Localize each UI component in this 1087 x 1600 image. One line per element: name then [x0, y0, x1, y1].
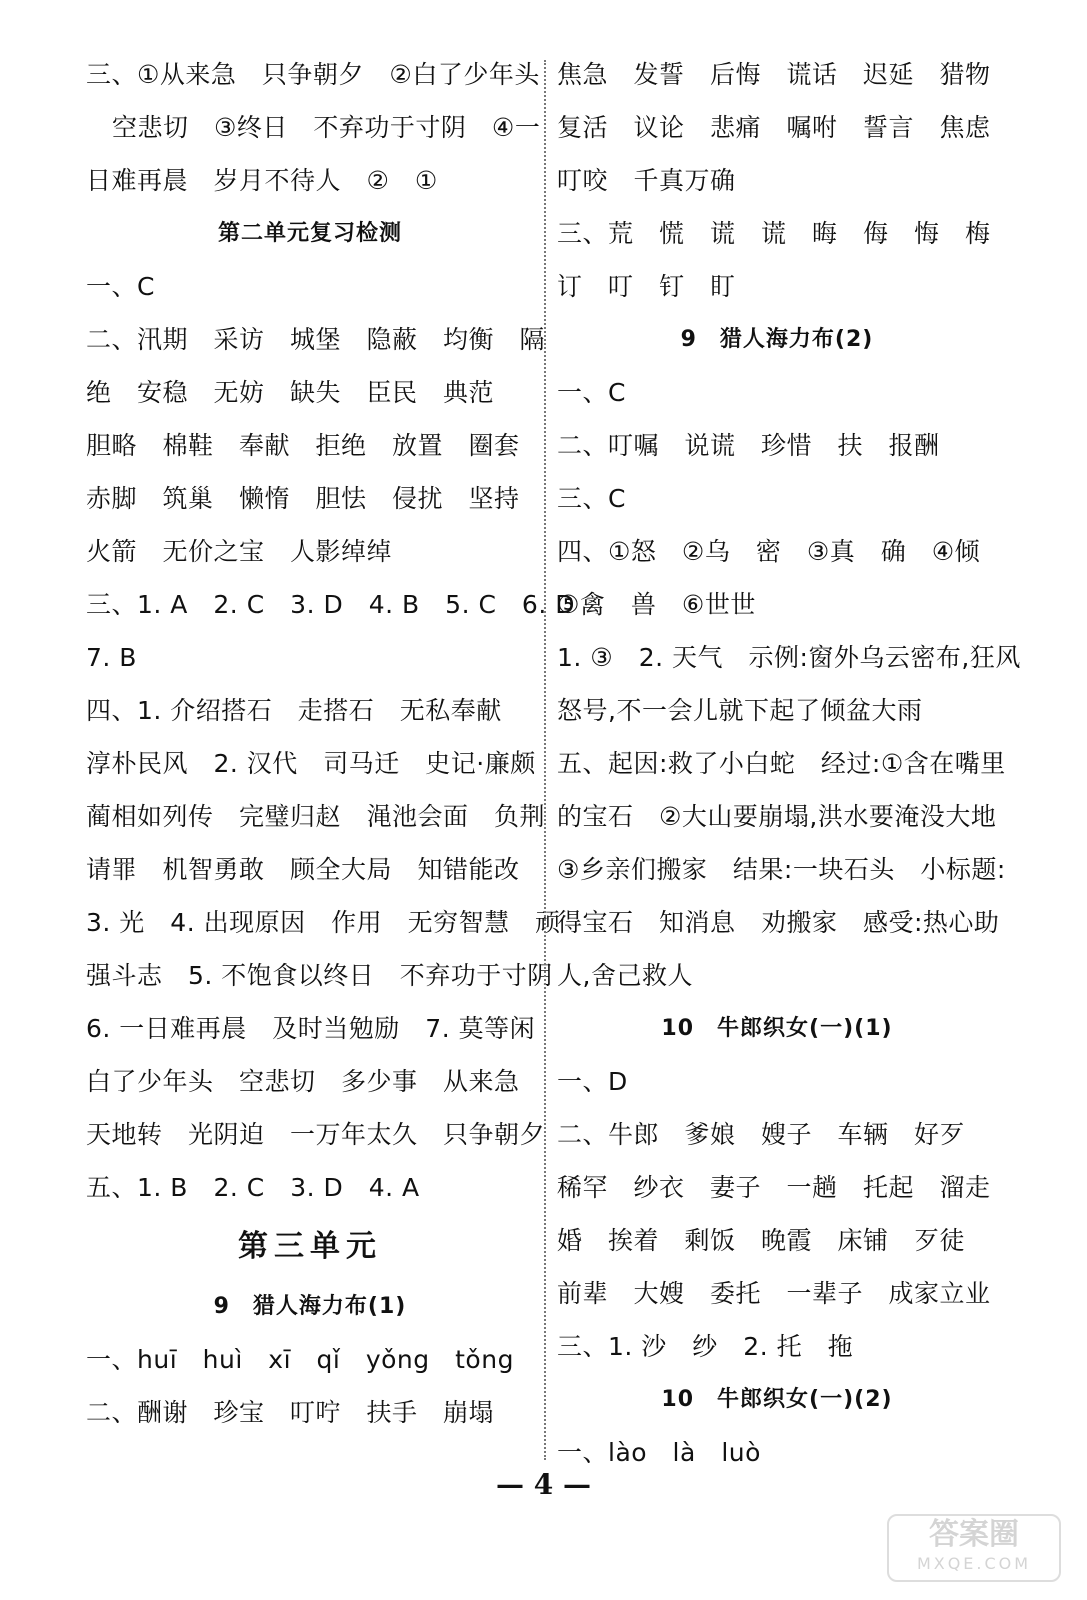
answer-line: 三、荒 慌 谎 谎 晦 侮 悔 梅	[557, 219, 991, 248]
answer-line: 三、①从来急 只争朝夕 ②白了少年头	[86, 60, 540, 89]
answer-line: 订 叮 钉 盯	[557, 272, 736, 301]
answer-line: 二、牛郎 爹娘 嫂子 车辆 好歹	[557, 1120, 966, 1149]
left-column	[86, 48, 575, 1439]
answer-line: 四、①怒 ②乌 密 ③真 确 ④倾	[557, 537, 981, 566]
answer-line: 二、酬谢 珍宝 叮咛 扶手 崩塌	[86, 1398, 495, 1427]
answer-line: 稀罕 纱衣 妻子 一趟 托起 溜走	[557, 1173, 991, 1202]
answer-line: 婚 挨着 剩饭 晚霞 床铺 歹徒	[557, 1226, 966, 1255]
answer-line: 人,舍己救人	[557, 961, 693, 990]
section-heading: 9 猎人海力布(1)	[213, 1294, 407, 1319]
answer-line: 五、1. B 2. C 3. D 4. A	[86, 1173, 420, 1202]
answer-line: 强斗志 5. 不饱食以终日 不弃功于寸阴	[86, 961, 553, 990]
answer-line: 五、起因:救了小白蛇 经过:①含在嘴里	[557, 749, 1006, 778]
answer-line: 三、1. A 2. C 3. D 4. B 5. C 6. D	[86, 590, 575, 619]
answer-line: 叮咬 千真万确	[557, 166, 736, 195]
answer-line: 前辈 大嫂 委托 一辈子 成家立业	[557, 1279, 991, 1308]
answer-line: 胆略 棉鞋 奉献 拒绝 放置 圈套	[86, 431, 520, 460]
answer-line: 6. 一日难再晨 及时当勉励 7. 莫等闲	[86, 1014, 536, 1043]
answer-line: 一、huī huì xī qǐ yǒng tǒng	[86, 1345, 514, 1374]
page-number: — 4 —	[496, 1468, 591, 1501]
answer-line: 二、叮嘱 说谎 珍惜 扶 报酬	[557, 431, 940, 460]
answer-line: 请罪 机智勇敢 顾全大局 知错能改	[86, 855, 520, 884]
answer-line: 四、1. 介绍搭石 走搭石 无私奉献	[86, 696, 502, 725]
answer-line: 空悲切 ③终日 不弃功于寸阴 ④一	[112, 113, 541, 142]
section-heading: 10 牛郎织女(一)(2)	[661, 1387, 893, 1412]
column-divider	[544, 60, 546, 1460]
answer-line: 焦急 发誓 后悔 谎话 迟延 猎物	[557, 60, 991, 89]
section-heading: 第二单元复习检测	[217, 221, 402, 246]
answer-line: 1. ③ 2. 天气 示例:窗外乌云密布,狂风	[557, 643, 1021, 672]
section-heading: 10 牛郎织女(一)(1)	[661, 1016, 893, 1041]
answer-line: 得宝石 知消息 劝搬家 感受:热心助	[557, 908, 1000, 937]
unit-title: 第三单元	[238, 1229, 382, 1264]
answer-line: 3. 光 4. 出现原因 作用 无穷智慧 顽	[86, 908, 561, 937]
answer-line: 赤脚 筑巢 懒惰 胆怯 侵扰 坚持	[86, 484, 520, 513]
answer-line: ③乡亲们搬家 结果:一块石头 小标题:	[557, 855, 1006, 884]
answer-line: 火箭 无价之宝 人影绰绰	[86, 537, 393, 566]
answer-line: 一、D	[557, 1067, 628, 1096]
answer-line: 7. B	[86, 643, 137, 672]
section-heading: 9 猎人海力布(2)	[680, 327, 874, 352]
right-column	[557, 48, 1021, 1479]
answer-line: 三、C	[557, 484, 626, 513]
answer-line: 复活 议论 悲痛 嘱咐 誓言 焦虑	[557, 113, 991, 142]
answer-line: 怒号,不一会儿就下起了倾盆大雨	[557, 696, 923, 725]
watermark-top: 答案圈	[929, 1517, 1019, 1552]
answer-line: 白了少年头 空悲切 多少事 从来急	[86, 1067, 520, 1096]
answer-line: 天地转 光阴迫 一万年太久 只争朝夕	[86, 1120, 546, 1149]
answer-line: 的宝石 ②大山要崩塌,洪水要淹没大地	[557, 802, 997, 831]
answer-line: 一、lào là luò	[557, 1438, 761, 1467]
answer-line: 日难再晨 岁月不待人 ② ①	[86, 166, 438, 195]
answer-line: 淳朴民风 2. 汉代 司马迁 史记·廉颇	[86, 749, 536, 778]
answer-line: 二、汛期 采访 城堡 隐蔽 均衡 隔	[86, 325, 546, 354]
watermark-logo	[887, 1514, 1061, 1582]
answer-line: ⑤禽 兽 ⑥世世	[557, 590, 756, 619]
answer-line: 一、C	[86, 272, 155, 301]
answer-line: 绝 安稳 无妨 缺失 臣民 典范	[86, 378, 495, 407]
answer-line: 三、1. 沙 纱 2. 托 拖	[557, 1332, 854, 1361]
watermark-bottom: MXQE.COM	[916, 1554, 1032, 1573]
answer-line: 蔺相如列传 完璧归赵 渑池会面 负荆	[86, 802, 546, 831]
answer-line: 一、C	[557, 378, 626, 407]
